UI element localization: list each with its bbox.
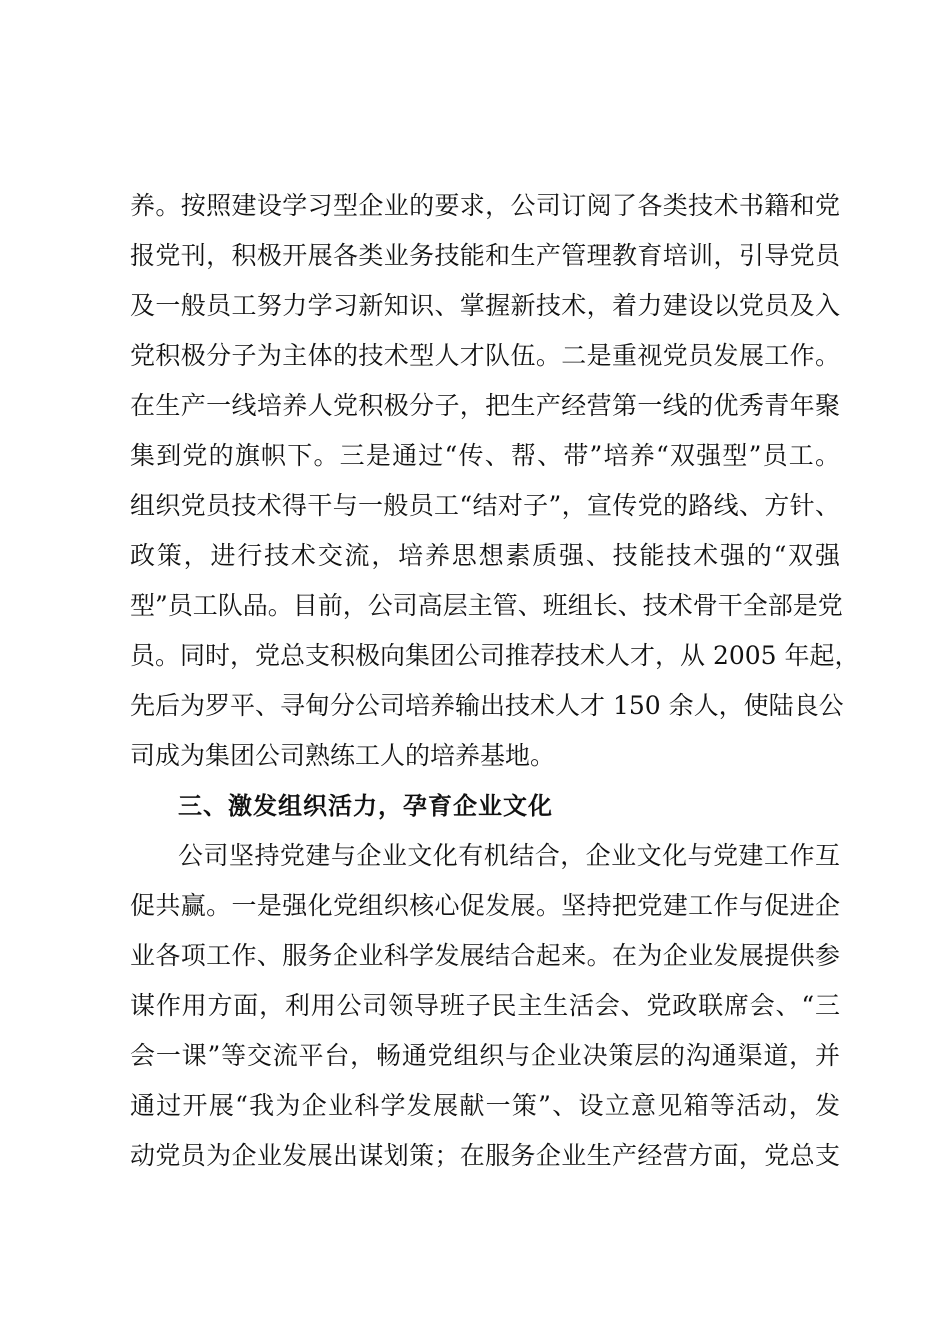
paragraph-line: 及一般员工努力学习新知识、掌握新技术，着力建设以党员及入 <box>130 291 840 320</box>
paragraph-line: 促共赢。一是强化党组织核心促发展。坚持把党建工作与促进企 <box>130 891 840 920</box>
paragraph-line: 党积极分子为主体的技术型人才队伍。二是重视党员发展工作。 <box>130 341 840 370</box>
paragraph-line: 员。同时，党总支积极向集团公司推荐技术人才，从 2005 年起， <box>130 641 860 670</box>
paragraph-line: 谋作用方面，利用公司领导班子民主生活会、党政联席会、“三 <box>130 991 840 1020</box>
paragraph-line: 组织党员技术得干与一般员工“结对子”，宣传党的路线、方针、 <box>130 491 840 520</box>
paragraph-line: 政策，进行技术交流，培养思想素质强、技能技术强的“双强 <box>130 541 840 570</box>
paragraph-line: 型”员工队品。目前，公司高层主管、班组长、技术骨干全部是党 <box>130 591 843 620</box>
paragraph-line: 报党刊，积极开展各类业务技能和生产管理教育培训，引导党员 <box>130 241 840 270</box>
paragraph-line: 司成为集团公司熟练工人的培养基地。 <box>130 741 556 770</box>
paragraph-line: 集到党的旗帜下。三是通过“传、帮、带”培养“双强型”员工。 <box>130 441 840 470</box>
paragraph-line: 先后为罗平、寻甸分公司培养输出技术人才 150 余人，使陆良公 <box>130 691 844 720</box>
paragraph-line: 动党员为企业发展出谋划策；在服务企业生产经营方面，党总支 <box>130 1141 840 1170</box>
paragraph-line: 通过开展“我为企业科学发展献一策”、设立意见箱等活动，发 <box>130 1091 840 1120</box>
paragraph-line: 养。按照建设学习型企业的要求，公司订阅了各类技术书籍和党 <box>130 191 840 220</box>
paragraph-line: 在生产一线培养人党积极分子，把生产经营第一线的优秀青年聚 <box>130 391 840 420</box>
paragraph-line: 公司坚持党建与企业文化有机结合，企业文化与党建工作互 <box>178 841 840 870</box>
section-heading: 三、激发组织活力，孕育企业文化 <box>178 792 553 820</box>
paragraph-line: 业各项工作、服务企业科学发展结合起来。在为企业发展提供参 <box>130 941 840 970</box>
paragraph-line: 会一课”等交流平台，畅通党组织与企业决策层的沟通渠道，并 <box>130 1041 840 1070</box>
